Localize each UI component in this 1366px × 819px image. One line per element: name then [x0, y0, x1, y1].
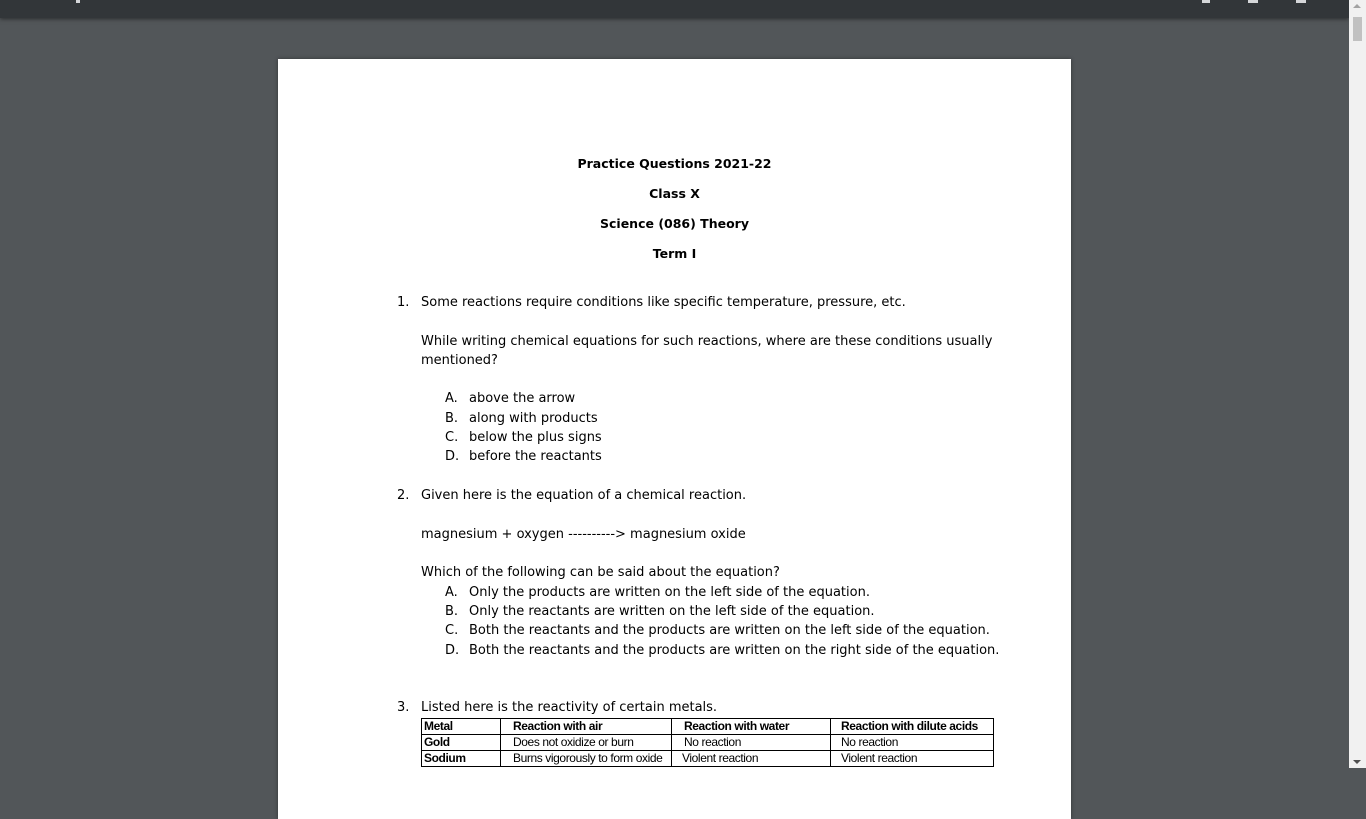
scroll-up-icon[interactable] — [1353, 4, 1361, 8]
table-cell: Sodium — [422, 751, 501, 767]
table-header: Metal — [422, 719, 501, 735]
q1-option-letter: B. — [445, 411, 459, 426]
q1-prompt-line1: While writing chemical equations for such reactions, where are these conditions usually — [421, 334, 993, 349]
table-cell: No reaction — [831, 735, 994, 751]
q1-option-text: before the reactants — [469, 449, 602, 464]
q1-option-text: above the arrow — [469, 391, 576, 406]
download-icon[interactable] — [1248, 0, 1258, 3]
q1-option-letter: D. — [445, 449, 460, 464]
print-icon[interactable] — [1296, 0, 1306, 3]
q3-text: Listed here is the reactivity of certain metals. — [421, 700, 718, 715]
table-header: Reaction with water — [672, 719, 831, 735]
q2-option-letter: B. — [445, 604, 459, 619]
table-cell: Burns vigorously to form oxide — [501, 751, 672, 767]
table-header-row — [422, 719, 994, 735]
q1-option-letter: A. — [445, 391, 458, 406]
q2-option-text: Only the products are written on the left side of the equation. — [469, 585, 870, 600]
q1-prompt-line2: mentioned? — [421, 353, 498, 368]
q1-text: Some reactions require conditions like specific temperature, pressure, etc. — [421, 295, 906, 310]
table-cell: Does not oxidize or burn — [501, 735, 672, 751]
table-cell: Violent reaction — [672, 751, 831, 767]
q2-equation: magnesium + oxygen ----------> magnesium oxide — [421, 527, 746, 542]
table-header: Reaction with dilute acids — [831, 719, 994, 735]
q1-number: 1. — [397, 295, 410, 310]
q2-number: 2. — [397, 488, 410, 503]
vertical-scrollbar[interactable] — [1349, 0, 1366, 768]
doc-class: Class X — [649, 186, 700, 201]
q2-option-text: Only the reactants are written on the left side of the equation. — [469, 604, 875, 619]
q1-option-text: along with products — [469, 411, 598, 426]
table-row — [422, 751, 994, 767]
q1-option-letter: C. — [445, 430, 459, 445]
viewer-toolbar — [0, 0, 1349, 18]
doc-title: Practice Questions 2021-22 — [577, 156, 772, 171]
doc-term: Term I — [652, 246, 697, 261]
rotate-icon[interactable] — [1202, 0, 1210, 3]
table-cell: No reaction — [672, 735, 831, 751]
q2-option-letter: A. — [445, 585, 458, 600]
q2-prompt: Which of the following can be said about the equation? — [421, 565, 780, 580]
q1-option-text: below the plus signs — [469, 430, 602, 445]
q2-option-letter: C. — [445, 623, 459, 638]
q2-option-text: Both the reactants and the products are written on the right side of the equation. — [469, 643, 1000, 658]
q2-text: Given here is the equation of a chemical reaction. — [421, 488, 747, 503]
scroll-down-icon[interactable] — [1353, 760, 1361, 764]
doc-subject: Science (086) Theory — [600, 216, 749, 231]
q3-number: 3. — [397, 700, 410, 715]
table-header: Reaction with air — [501, 719, 672, 735]
scrollbar-thumb[interactable] — [1353, 17, 1362, 41]
pdf-page — [278, 59, 1071, 819]
q2-option-text: Both the reactants and the products are written on the left side of the equation. — [469, 623, 990, 638]
q2-option-letter: D. — [445, 643, 460, 658]
table-row — [422, 735, 994, 751]
metal-reactivity-table — [421, 718, 994, 767]
table-cell: Gold — [422, 735, 501, 751]
table-cell: Violent reaction — [831, 751, 994, 767]
menu-icon[interactable] — [76, 0, 80, 3]
